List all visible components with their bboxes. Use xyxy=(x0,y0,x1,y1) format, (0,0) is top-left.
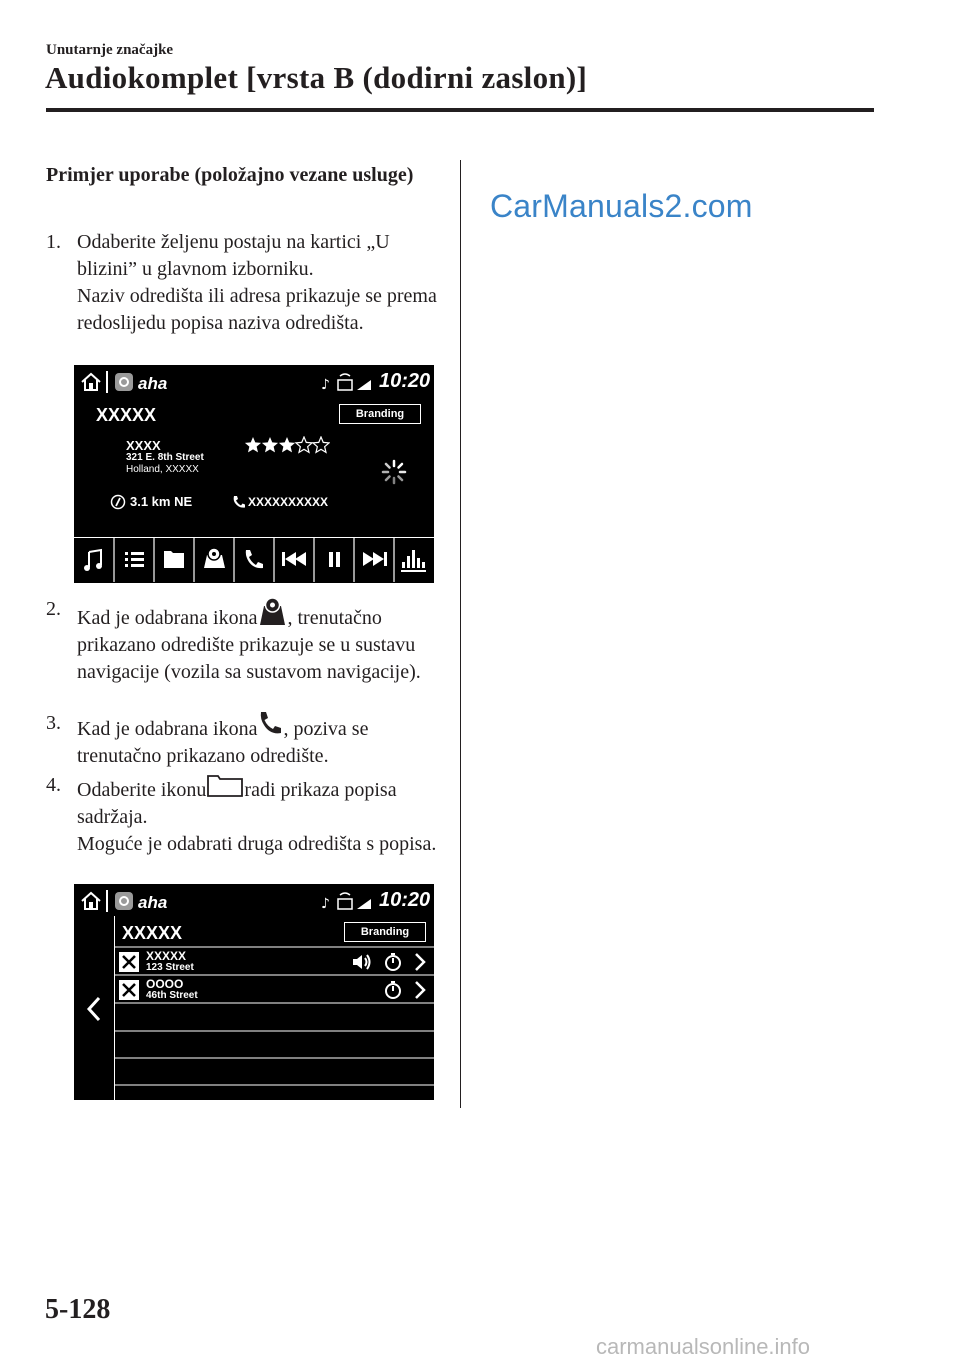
aha-logo-icon xyxy=(114,372,134,392)
step-text-after: , trenutačno prikazano odredište prikazuje se u sustavu navigacije (vozila sa sustavom navigacije). xyxy=(77,607,421,683)
star-filled xyxy=(245,437,261,452)
step-text-before: Kad je odabrana ikona xyxy=(77,718,258,740)
section-label: Unutarnje značajke xyxy=(46,42,174,58)
status-icons xyxy=(319,372,374,392)
item-title: OOOO xyxy=(146,977,184,991)
speaker-playing-icon xyxy=(352,953,372,971)
phone-icon xyxy=(257,710,283,736)
home-icon[interactable] xyxy=(80,371,102,393)
item-subtitle: 123 Street xyxy=(146,962,194,973)
list-item[interactable] xyxy=(115,976,434,1003)
list-item[interactable] xyxy=(115,948,434,975)
back-panel[interactable] xyxy=(74,916,115,1100)
star-filled xyxy=(279,437,295,452)
item-title: XXXXX xyxy=(146,949,187,963)
map-pin-icon xyxy=(257,596,287,626)
step-1 xyxy=(46,229,446,337)
svg-text:♪: ♪ xyxy=(321,896,330,911)
folder-icon[interactable] xyxy=(164,551,184,568)
timer-icon[interactable] xyxy=(383,980,403,1000)
poi-name: XXXX xyxy=(126,438,161,453)
column-divider xyxy=(460,160,461,1108)
aha-list-screen xyxy=(74,884,434,1100)
map-pin-icon[interactable] xyxy=(204,548,225,568)
step-text-after: , poziva se trenutačno prikazano odredište. xyxy=(77,718,369,767)
list-icon[interactable] xyxy=(125,552,144,567)
chevron-right-icon[interactable] xyxy=(413,980,427,1000)
step-number: 2. xyxy=(46,598,61,620)
step-3 xyxy=(46,710,446,770)
step-text-before: Odaberite ikonu xyxy=(77,779,207,801)
next-track-icon[interactable] xyxy=(363,552,387,566)
station-thumbnail-icon xyxy=(118,951,140,973)
distance: 3.1 km NE xyxy=(130,494,193,509)
poi-address-line-2: Holland, XXXXX xyxy=(126,464,199,475)
step-number: 1. xyxy=(46,231,61,253)
station-name: XXXXX xyxy=(96,405,157,425)
phone-small-icon xyxy=(232,495,246,509)
footer-watermark: carmanualsonline.info xyxy=(596,1334,811,1359)
aha-now-playing-screen xyxy=(74,365,434,583)
step-text-before: Kad je odabrana ikona xyxy=(77,607,258,629)
example-heading: Primjer uporabe (položajno vezane usluge) xyxy=(46,164,414,186)
step-4 xyxy=(46,772,446,858)
status-icons xyxy=(319,891,374,911)
star-empty xyxy=(296,437,312,452)
step-number: 3. xyxy=(46,712,61,734)
step-text-after: radi prikaza popisa sadržaja. xyxy=(77,779,397,828)
folder-icon xyxy=(206,772,244,798)
poi-address-line-1: 321 E. 8th Street xyxy=(126,452,204,463)
home-icon[interactable] xyxy=(80,890,102,912)
page-title: Audiokomplet [vrsta B (dodirni zaslon)] xyxy=(45,60,588,95)
svg-text:♪: ♪ xyxy=(321,377,330,392)
status-divider xyxy=(106,890,108,912)
branding-badge: Branding xyxy=(339,404,421,424)
compass-icon xyxy=(110,494,126,510)
control-bar xyxy=(74,537,434,582)
phone-icon[interactable] xyxy=(246,550,263,568)
step-2 xyxy=(46,596,446,686)
clock-time: 10:20 xyxy=(379,889,431,911)
music-icon[interactable] xyxy=(84,550,102,571)
pause-icon[interactable] xyxy=(329,552,340,567)
app-name: aha xyxy=(138,893,168,912)
phone-number: XXXXXXXXXX xyxy=(248,495,329,509)
equalizer-icon[interactable] xyxy=(401,550,426,572)
item-subtitle: 46th Street xyxy=(146,990,198,1001)
page-number: 5-128 xyxy=(45,1294,111,1325)
step-text: Odaberite željenu postaju na kartici „U blizini” u glavnom izborniku. xyxy=(77,231,390,280)
app-name: aha xyxy=(138,374,168,393)
chevron-right-icon[interactable] xyxy=(413,952,427,972)
rating-stars xyxy=(244,436,330,454)
station-name: XXXXX xyxy=(122,923,183,943)
station-thumbnail-icon xyxy=(118,979,140,1001)
previous-track-icon[interactable] xyxy=(282,552,306,566)
timer-icon[interactable] xyxy=(383,952,403,972)
star-empty xyxy=(313,437,329,452)
aha-logo-icon xyxy=(114,891,134,911)
title-rule xyxy=(46,108,874,112)
step-number: 4. xyxy=(46,774,61,796)
watermark: CarManuals2.com xyxy=(490,188,753,224)
star-filled xyxy=(262,437,278,452)
step-text: Naziv odredišta ili adresa prikazuje se prema redoslijedu popisa naziva odredišta. xyxy=(77,285,437,334)
back-arrow-icon[interactable] xyxy=(86,996,102,1022)
clock-time: 10:20 xyxy=(379,370,431,392)
loading-spinner-icon xyxy=(381,459,407,485)
status-divider xyxy=(106,371,108,393)
step-text: Moguće je odabrati druga odredišta s popisa. xyxy=(77,833,437,855)
branding-badge: Branding xyxy=(344,922,426,942)
